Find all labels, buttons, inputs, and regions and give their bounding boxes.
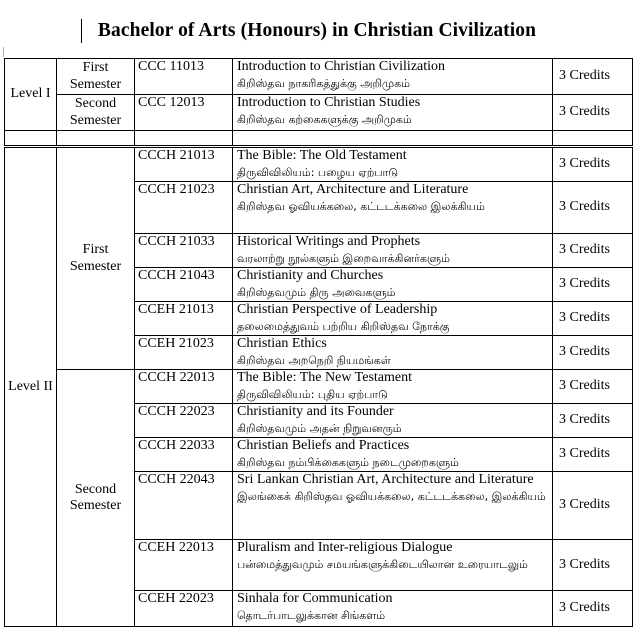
- course-title-ta: வரலாற்று நூல்களும் இறைவாக்கினர்களும்: [237, 251, 450, 265]
- course-title-ta: கிறிஸ்தவ அறநெறி நியமங்கள்: [237, 353, 391, 367]
- margin-marker: [3, 47, 4, 57]
- course-title-cell: [233, 268, 553, 302]
- course-title-cell: [233, 591, 553, 627]
- course-title-cell: [233, 182, 553, 234]
- course-code: CCC 11013: [135, 59, 233, 95]
- course-title-ta: திருவிவிலியம்: புதிய ஏற்பாடு: [237, 387, 388, 401]
- course-code: CCCH 21033: [135, 234, 233, 268]
- table-row: [5, 59, 633, 95]
- course-code: CCCH 21013: [135, 147, 233, 182]
- level-label: Level II: [8, 378, 53, 394]
- course-credits: 3 Credits: [553, 540, 633, 591]
- course-title-cell: [233, 302, 553, 336]
- course-credits: 3 Credits: [553, 591, 633, 627]
- course-credits: 3 Credits: [553, 438, 633, 472]
- course-code: CCCH 21023: [135, 182, 233, 234]
- level-label: Level I: [10, 86, 51, 102]
- course-title-en: Christianity and its Founder: [237, 404, 394, 419]
- course-credits: 3 Credits: [553, 59, 633, 95]
- course-title-cell: [233, 404, 553, 438]
- semester-cell: [57, 95, 135, 131]
- course-title-en: Sinhala for Communication: [237, 591, 393, 606]
- course-title-cell: [233, 336, 553, 370]
- course-credits: 3 Credits: [553, 336, 633, 370]
- course-title-en: The Bible: The Old Testament: [237, 148, 407, 163]
- course-credits: 3 Credits: [553, 268, 633, 302]
- level-cell: [5, 59, 57, 131]
- course-title-cell: [233, 95, 553, 131]
- course-code: CCEH 21023: [135, 336, 233, 370]
- course-code: CCEH 22023: [135, 591, 233, 627]
- course-credits: 3 Credits: [553, 370, 633, 404]
- course-credits: 3 Credits: [553, 234, 633, 268]
- semester-label: Second Semester: [69, 96, 122, 128]
- course-title-en: The Bible: The New Testament: [237, 370, 413, 385]
- semester-label: First Semester: [69, 60, 122, 92]
- course-title-en: Christianity and Churches: [237, 268, 384, 283]
- empty-cell: [553, 131, 633, 147]
- course-credits: 3 Credits: [553, 182, 633, 234]
- course-code: CCEH 22013: [135, 540, 233, 591]
- table-row: [5, 370, 633, 404]
- course-title-cell: [233, 472, 553, 540]
- course-title-en: Christian Perspective of Leadership: [237, 302, 438, 317]
- table-row: [5, 131, 633, 147]
- page-title: Bachelor of Arts (Honours) in Christian Civilization: [97, 20, 537, 41]
- course-title-ta: கிறிஸ்தவ நம்பிக்கைகளும் நடைமுறைகளும்: [237, 455, 459, 469]
- course-title-ta: கிறிஸ்தவ ஓவியக்கலை, கட்டடக்கலை இலக்கியம்: [237, 199, 485, 213]
- course-title-cell: [233, 540, 553, 591]
- course-code: CCCH 22033: [135, 438, 233, 472]
- course-credits: 3 Credits: [553, 302, 633, 336]
- course-table: [4, 58, 633, 627]
- course-code: CCCH 22043: [135, 472, 233, 540]
- empty-cell: [135, 131, 233, 147]
- course-title-cell: [233, 147, 553, 182]
- level-cell: [5, 147, 57, 627]
- course-title-en: Sri Lankan Christian Art, Architecture and Literature: [237, 472, 534, 487]
- course-code: CCCH 22023: [135, 404, 233, 438]
- course-title-ta: தலைமைத்துவம் பற்றிய கிறிஸ்தவ நோக்கு: [237, 319, 450, 333]
- course-title-en: Introduction to Christian Civilization: [237, 59, 446, 74]
- course-title-en: Christian Ethics: [237, 336, 327, 351]
- course-title-ta: பன்மைத்துவமும் சமயங்களுக்கிடையிலான உரையாடலும்: [237, 557, 528, 571]
- course-title-ta: கிறிஸ்தவ கற்கைகளுக்கு அறிமுகம்: [237, 112, 412, 126]
- table-row: [5, 95, 633, 131]
- course-title-ta: கிறிஸ்தவமும் திரு அவைகளும்: [237, 285, 396, 299]
- empty-cell: [233, 131, 553, 147]
- course-code: CCEH 21013: [135, 302, 233, 336]
- course-title-en: Christian Beliefs and Practices: [237, 438, 410, 453]
- course-credits: 3 Credits: [553, 404, 633, 438]
- semester-cell: [57, 370, 135, 627]
- course-code: CCCH 22013: [135, 370, 233, 404]
- course-title-cell: [233, 59, 553, 95]
- course-title-en: Historical Writings and Prophets: [237, 234, 421, 249]
- semester-label: Second Semester: [69, 481, 122, 513]
- course-title-cell: [233, 438, 553, 472]
- course-credits: 3 Credits: [553, 95, 633, 131]
- empty-cell: [57, 131, 135, 147]
- course-code: CCCH 21043: [135, 268, 233, 302]
- course-code: CCC 12013: [135, 95, 233, 131]
- course-title-ta: கிறிஸ்தவமும் அதன் நிறுவனரும்: [237, 421, 402, 435]
- semester-cell: [57, 147, 135, 370]
- course-title-ta: தொடர்பாடலுக்கான சிங்களம்: [237, 608, 386, 622]
- course-title-en: Introduction to Christian Studies: [237, 95, 421, 110]
- table-row: [5, 147, 633, 182]
- semester-label: First Semester: [69, 242, 122, 274]
- course-title-ta: கிறிஸ்தவ நாகரிகத்துக்கு அறிமுகம்: [237, 76, 411, 90]
- course-title-en: Pluralism and Inter-religious Dialogue: [237, 540, 453, 555]
- course-title-cell: [233, 234, 553, 268]
- course-credits: 3 Credits: [553, 147, 633, 182]
- course-title-ta: இலங்கைக் கிறிஸ்தவ ஓவியக்கலை, கட்டடக்கலை, இலக்கியம்: [237, 489, 546, 503]
- course-credits: 3 Credits: [553, 472, 633, 540]
- empty-cell: [5, 131, 57, 147]
- course-title-ta: திருவிவிலியம்: பழைய ஏற்பாடு: [237, 165, 399, 179]
- course-title-en: Christian Art, Architecture and Literature: [237, 182, 469, 197]
- semester-cell: [57, 59, 135, 95]
- course-title-cell: [233, 370, 553, 404]
